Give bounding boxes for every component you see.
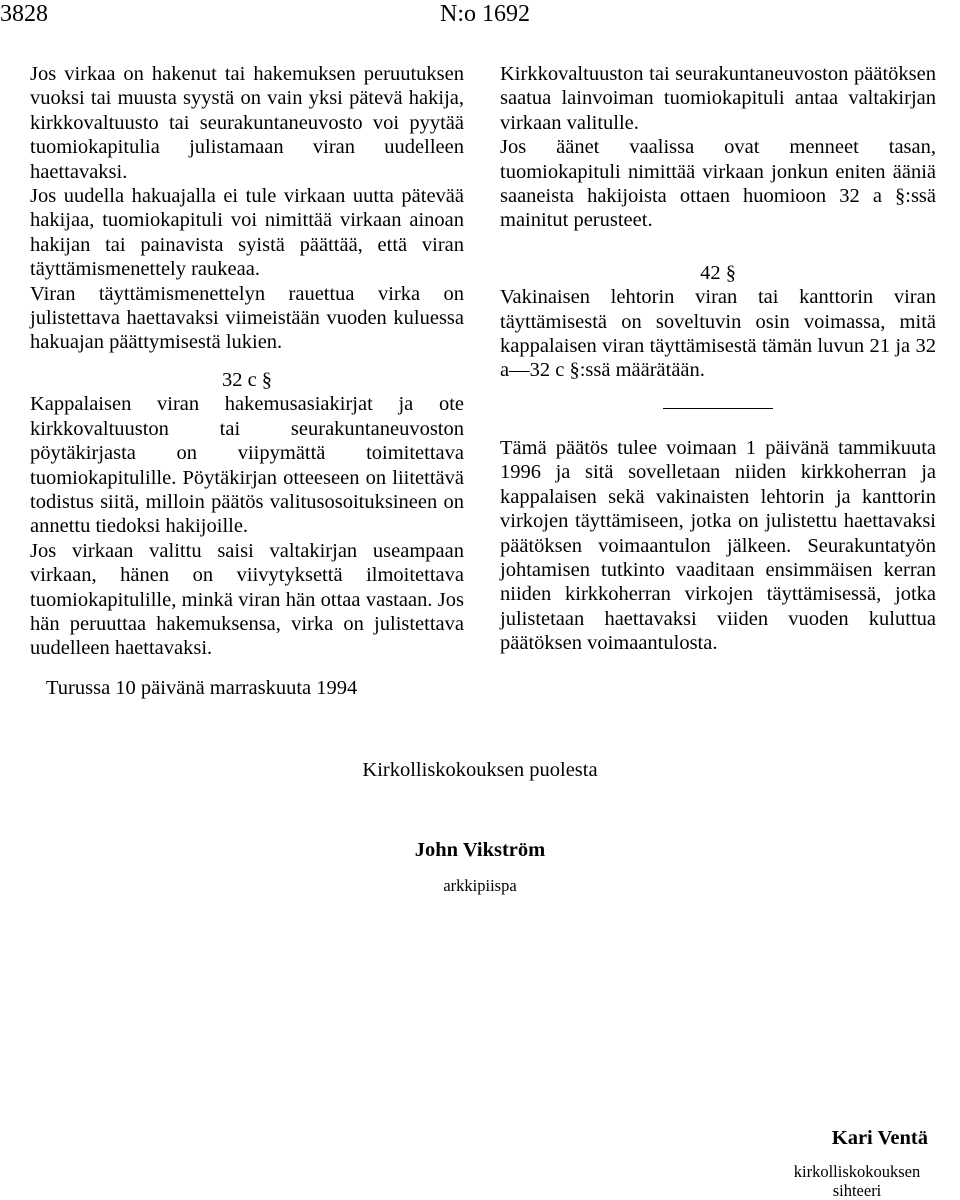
paragraph: Viran täyttämismenettelyn rauettua virka on julistettava haettavaksi viimeistään vuoden kuluessa hakuajan päättymisestä lukien. bbox=[30, 282, 464, 354]
secretary-title: kirkolliskokouksen sihteeri bbox=[793, 1162, 921, 1200]
place-date: Turussa 10 päivänä marraskuuta 1994 bbox=[46, 677, 358, 699]
divider bbox=[663, 408, 773, 409]
paragraph: Kappalaisen viran hakemusasiakirjat ja ote kirkkovaltuuston tai seurakuntaneuvoston pöytäkirjasta on viipymättä toimitettava tuomiokapitulille. Pöytäkirjan otteeseen on liitettävä todistus siitä, milloin päätös valitusosoituksineen on annettu tiedoksi hakijoille. bbox=[30, 393, 464, 538]
left-column bbox=[30, 62, 464, 661]
statute-number: N:o 1692 bbox=[440, 1, 530, 27]
section-heading: 42 § bbox=[700, 261, 736, 284]
secretary-name: Kari Ventä bbox=[831, 1127, 928, 1149]
paragraph: Jos virkaan valittu saisi valtakirjan useampaan virkaan, hänen on viivytyksettä ilmoitettava tuomiokapitulille, minkä viran hän ottaa vastaan. Jos hän peruuttaa hakemuksensa, virka on julistettava uudelleen haettavaksi. bbox=[30, 539, 464, 660]
paragraph: Tämä päätös tulee voimaan 1 päivänä tammikuuta 1996 ja sitä sovelletaan niiden kirkkoherran ja kappalaisen sekä vakinaisten lehtorin ja kanttorin virkojen täyttämiseen, jotka on julistettu haettavaksi päätöksen voimaantulon jälkeen. Seurakuntatyön johtamisen tutkinto vaaditaan ensimmäisen kerran niiden kirkkoherran virkojen täyttämisessä, jotka julistetaan haettavaksi viiden vuoden kuluttua päätöksen voimaantulosta. bbox=[500, 436, 936, 655]
paragraph: Jos äänet vaalissa ovat menneet tasan, tuomiokapituli nimittää virkaan jonkun eniten ääniä saaneista hakijoista ottaen huomioon 32 a §:ssä mainitut perusteet. bbox=[500, 136, 936, 232]
paragraph: Kirkkovaltuuston tai seurakuntaneuvoston päätöksen saatua lainvoiman tuomiokapituli antaa valtakirjan virkaan valitulle. bbox=[500, 63, 936, 134]
page-number: 3828 bbox=[0, 1, 48, 27]
paragraph: Jos uudella hakuajalla ei tule virkaan uutta pätevää hakijaa, tuomiokapituli voi nimittää virkaan ainoan hakijan tai painavista syistä päättää, että viran täyttämismenettely raukeaa. bbox=[30, 185, 464, 281]
signer-title: arkkipiispa bbox=[443, 876, 517, 895]
secretary-block bbox=[772, 1126, 942, 1200]
on-behalf-line: Kirkolliskokouksen puolesta bbox=[362, 759, 598, 781]
right-column bbox=[500, 62, 936, 656]
paragraph: Jos virkaa on hakenut tai hakemuksen peruutuksen vuoksi tai muusta syystä on vain yksi pätevä hakija, kirkkovaltuusto tai seurakuntaneuvosto voi pyytää tuomiokapitulia julistamaan viran uudelleen haettavaksi. bbox=[30, 63, 464, 183]
paragraph: Vakinaisen lehtorin viran tai kanttorin viran täyttämisestä on soveltuvin osin voimassa, mitä kappalaisen viran täyttämisestä tämän luvun 21 ja 32 a—32 c §:ssä määrätään. bbox=[500, 286, 936, 382]
signer-name: John Vikström bbox=[414, 839, 546, 861]
section-heading: 32 c § bbox=[221, 368, 273, 391]
